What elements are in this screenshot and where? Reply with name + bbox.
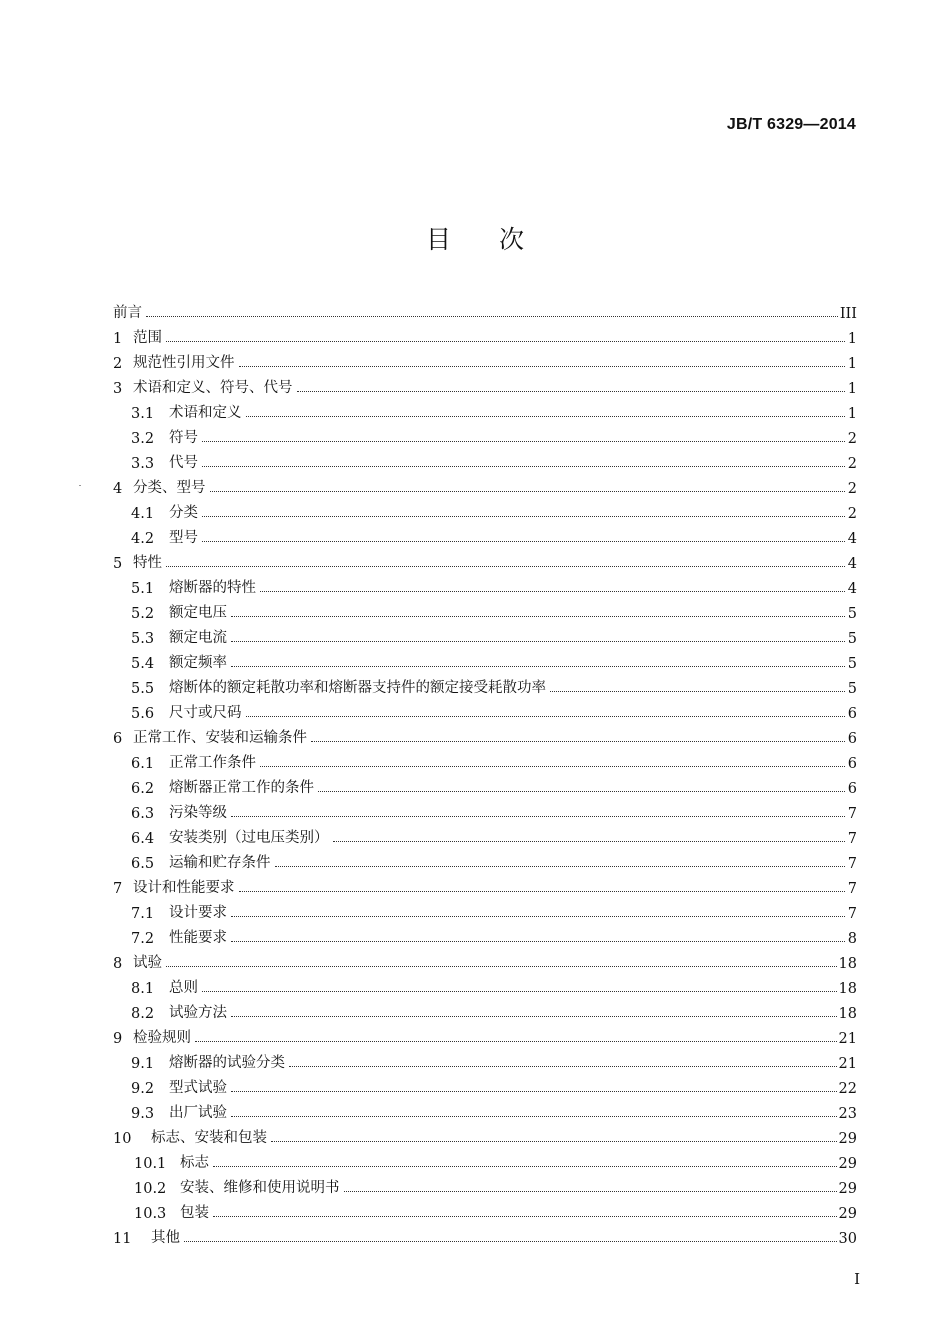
toc-entry-title: 其他 bbox=[151, 1230, 180, 1246]
toc-entry-number: 8 bbox=[113, 956, 123, 972]
toc-entry-page: 5 bbox=[847, 656, 857, 672]
toc-entry-page: 30 bbox=[838, 1231, 857, 1247]
page-number: I bbox=[854, 1270, 860, 1288]
toc-entry-number: 6.5 bbox=[131, 856, 155, 872]
toc-entry-title: 术语和定义、符号、代号 bbox=[133, 380, 293, 396]
toc-entry-number: 10.1 bbox=[134, 1156, 167, 1172]
dot-leader bbox=[271, 1141, 837, 1142]
toc-entry-number: 10.2 bbox=[134, 1181, 167, 1197]
toc-entry[interactable] bbox=[113, 1222, 857, 1247]
toc-entry-title: 安装、维修和使用说明书 bbox=[180, 1180, 340, 1196]
dot-leader bbox=[231, 616, 845, 617]
dot-leader bbox=[231, 1116, 837, 1117]
toc-entry[interactable] bbox=[113, 1172, 857, 1197]
toc-entry-title: 标志、安装和包装 bbox=[151, 1130, 267, 1146]
toc-entry-number: 7 bbox=[113, 881, 123, 897]
toc-entry[interactable] bbox=[113, 847, 857, 872]
dot-leader bbox=[344, 1191, 837, 1192]
dot-leader bbox=[311, 741, 845, 742]
toc-entry-page: 2 bbox=[847, 506, 857, 522]
toc-entry-page: 5 bbox=[847, 606, 857, 622]
toc-entry-title: 正常工作条件 bbox=[169, 755, 256, 771]
standard-code: JB/T 6329—2014 bbox=[726, 116, 856, 133]
dot-leader bbox=[297, 391, 846, 392]
toc-entry-number: 3.3 bbox=[131, 456, 155, 472]
toc-entry-page: 2 bbox=[847, 456, 857, 472]
dot-leader bbox=[239, 366, 846, 367]
toc-entry[interactable] bbox=[113, 997, 857, 1022]
toc-entry[interactable] bbox=[113, 747, 857, 772]
toc-entry-page: 6 bbox=[847, 731, 857, 747]
toc-entry[interactable] bbox=[113, 922, 857, 947]
toc-entry[interactable] bbox=[113, 672, 857, 697]
toc-entry[interactable] bbox=[113, 1097, 857, 1122]
toc-entry-number: 3.1 bbox=[131, 406, 155, 422]
toc-entry[interactable] bbox=[113, 1197, 857, 1222]
toc-entry-number: 3.2 bbox=[131, 431, 155, 447]
toc-entry-title: 代号 bbox=[169, 455, 198, 471]
toc-entry-number: 6.1 bbox=[131, 756, 155, 772]
toc-entry[interactable] bbox=[113, 972, 857, 997]
page-title: 目次 bbox=[425, 225, 572, 254]
dot-leader bbox=[166, 966, 837, 967]
toc-entry-number: 8.2 bbox=[131, 1006, 155, 1022]
toc-entry-title: 设计要求 bbox=[169, 905, 227, 921]
dot-leader bbox=[260, 766, 845, 767]
dot-leader bbox=[202, 466, 845, 467]
toc-entry[interactable] bbox=[113, 1122, 857, 1147]
dot-leader bbox=[246, 716, 846, 717]
toc-entry-page: 1 bbox=[847, 381, 857, 397]
dot-leader bbox=[231, 941, 845, 942]
toc-entry[interactable] bbox=[113, 722, 857, 747]
toc-entry-page: 4 bbox=[847, 581, 857, 597]
toc-entry[interactable] bbox=[113, 447, 857, 472]
toc-entry-page: 2 bbox=[847, 481, 857, 497]
toc-entry-page: 29 bbox=[838, 1181, 857, 1197]
toc-entry-number: 7.1 bbox=[131, 906, 155, 922]
toc-entry[interactable] bbox=[113, 897, 857, 922]
toc-entry-number: 6.2 bbox=[131, 781, 155, 797]
toc-entry[interactable] bbox=[113, 472, 857, 497]
toc-entry-number: 5.4 bbox=[131, 656, 155, 672]
dot-leader bbox=[231, 641, 845, 642]
toc-entry-title: 范围 bbox=[133, 330, 162, 346]
toc-entry-title: 正常工作、安装和运输条件 bbox=[133, 730, 307, 746]
toc-entry-title: 分类、型号 bbox=[133, 480, 206, 496]
toc-entry-title: 特性 bbox=[133, 555, 162, 571]
toc-entry[interactable] bbox=[113, 697, 857, 722]
toc-entry-page: 7 bbox=[847, 856, 857, 872]
toc-entry-number: 5.5 bbox=[131, 681, 155, 697]
dot-leader bbox=[231, 1016, 837, 1017]
toc-entry-page: 29 bbox=[838, 1131, 857, 1147]
dot-leader bbox=[202, 541, 845, 542]
toc-entry-number: 4.2 bbox=[131, 531, 155, 547]
toc-entry-page: 5 bbox=[847, 631, 857, 647]
toc-entry-number: 4 bbox=[113, 481, 123, 497]
dot-leader bbox=[146, 316, 838, 317]
dot-leader bbox=[260, 591, 845, 592]
toc-entry[interactable] bbox=[113, 297, 857, 322]
toc-entry[interactable] bbox=[113, 772, 857, 797]
toc-entry-number: 7.2 bbox=[131, 931, 155, 947]
dot-leader bbox=[202, 516, 845, 517]
toc-entry-title: 试验 bbox=[133, 955, 162, 971]
toc-entry-page: 7 bbox=[847, 806, 857, 822]
toc-entry-number: 4.1 bbox=[131, 506, 155, 522]
toc-entry-page: 7 bbox=[847, 906, 857, 922]
toc-entry[interactable] bbox=[113, 372, 857, 397]
toc-entry-page: 2 bbox=[847, 431, 857, 447]
toc-entry[interactable] bbox=[113, 947, 857, 972]
dot-leader bbox=[210, 491, 846, 492]
dot-leader bbox=[202, 991, 837, 992]
toc-entry-number: 6.3 bbox=[131, 806, 155, 822]
dot-leader bbox=[275, 866, 846, 867]
toc-entry[interactable] bbox=[113, 647, 857, 672]
toc-entry-title: 型号 bbox=[169, 530, 198, 546]
toc-entry-number: 9.1 bbox=[131, 1056, 155, 1072]
dot-leader bbox=[195, 1041, 837, 1042]
toc-entry-title: 安装类别（过电压类别） bbox=[169, 830, 329, 846]
toc-entry-title: 符号 bbox=[169, 430, 198, 446]
toc-entry-page: III bbox=[839, 306, 857, 322]
dot-leader bbox=[213, 1216, 837, 1217]
toc-entry-title: 熔断器的特性 bbox=[169, 580, 256, 596]
toc-entry[interactable] bbox=[113, 1072, 857, 1097]
toc-entry-page: 8 bbox=[847, 931, 857, 947]
toc-entry-title: 出厂试验 bbox=[169, 1105, 227, 1121]
toc-entry-number: 11 bbox=[113, 1231, 132, 1247]
toc-entry-title: 额定电流 bbox=[169, 630, 227, 646]
toc-entry-title: 分类 bbox=[169, 505, 198, 521]
toc-entry[interactable] bbox=[113, 422, 857, 447]
toc-entry-title: 额定频率 bbox=[169, 655, 227, 671]
toc-entry-page: 1 bbox=[847, 331, 857, 347]
dot-leader bbox=[213, 1166, 837, 1167]
toc-entry-title: 运输和贮存条件 bbox=[169, 855, 271, 871]
dot-leader bbox=[550, 691, 845, 692]
toc-entry[interactable] bbox=[113, 822, 857, 847]
toc-entry-title: 标志 bbox=[180, 1155, 209, 1171]
dot-leader bbox=[166, 341, 845, 342]
toc-entry[interactable] bbox=[113, 797, 857, 822]
dot-leader bbox=[231, 666, 845, 667]
toc-entry-page: 29 bbox=[838, 1156, 857, 1172]
toc-entry-number: 6.4 bbox=[131, 831, 155, 847]
scan-mark bbox=[79, 485, 81, 486]
dot-leader bbox=[231, 1091, 837, 1092]
dot-leader bbox=[246, 416, 846, 417]
toc-entry-page: 6 bbox=[847, 781, 857, 797]
toc-entry[interactable] bbox=[113, 622, 857, 647]
dot-leader bbox=[289, 1066, 837, 1067]
toc-entry-page: 5 bbox=[847, 681, 857, 697]
dot-leader bbox=[202, 441, 845, 442]
toc-entry-title: 尺寸或尺码 bbox=[169, 705, 242, 721]
toc-entry-page: 21 bbox=[838, 1031, 857, 1047]
toc-entry-page: 1 bbox=[847, 356, 857, 372]
toc-entry-title: 熔断器的试验分类 bbox=[169, 1055, 285, 1071]
toc-entry-title: 前言 bbox=[113, 305, 142, 321]
toc-entry-number: 6 bbox=[113, 731, 123, 747]
toc-entry-page: 6 bbox=[847, 756, 857, 772]
toc-entry[interactable] bbox=[113, 347, 857, 372]
toc-entry-title: 术语和定义 bbox=[169, 405, 242, 421]
toc-entry-title: 试验方法 bbox=[169, 1005, 227, 1021]
toc-entry-number: 9.2 bbox=[131, 1081, 155, 1097]
toc-entry-number: 8.1 bbox=[131, 981, 155, 997]
toc-entry-page: 22 bbox=[838, 1081, 857, 1097]
toc-entry-number: 5.3 bbox=[131, 631, 155, 647]
toc-entry[interactable] bbox=[113, 1147, 857, 1172]
dot-leader bbox=[231, 816, 845, 817]
toc-entry-page: 23 bbox=[838, 1106, 857, 1122]
toc-entry-page: 4 bbox=[847, 556, 857, 572]
toc-entry[interactable] bbox=[113, 1047, 857, 1072]
toc-entry[interactable] bbox=[113, 322, 857, 347]
toc-entry[interactable] bbox=[113, 572, 857, 597]
toc-entry-number: 2 bbox=[113, 356, 123, 372]
toc-entry-page: 4 bbox=[847, 531, 857, 547]
toc-entry-number: 10.3 bbox=[134, 1206, 167, 1222]
toc-entry-number: 9.3 bbox=[131, 1106, 155, 1122]
dot-leader bbox=[184, 1241, 837, 1242]
toc-entry-title: 污染等级 bbox=[169, 805, 227, 821]
toc-entry-number: 9 bbox=[113, 1031, 123, 1047]
toc-entry-number: 5.1 bbox=[131, 581, 155, 597]
toc-entry-title: 性能要求 bbox=[169, 930, 227, 946]
toc-entry-title: 总则 bbox=[169, 980, 198, 996]
dot-leader bbox=[239, 891, 846, 892]
toc-entry[interactable] bbox=[113, 597, 857, 622]
toc-entry-page: 6 bbox=[847, 706, 857, 722]
toc-entry-page: 1 bbox=[847, 406, 857, 422]
dot-leader bbox=[231, 916, 845, 917]
toc-entry-page: 7 bbox=[847, 831, 857, 847]
toc-entry-title: 熔断体的额定耗散功率和熔断器支持件的额定接受耗散功率 bbox=[169, 680, 546, 696]
toc-entry-title: 检验规则 bbox=[133, 1030, 191, 1046]
toc-entry-page: 21 bbox=[838, 1056, 857, 1072]
dot-leader bbox=[166, 566, 845, 567]
toc-entry-title: 额定电压 bbox=[169, 605, 227, 621]
toc-entry-number: 3 bbox=[113, 381, 123, 397]
toc-entry[interactable] bbox=[113, 1022, 857, 1047]
toc-entry-number: 5.6 bbox=[131, 706, 155, 722]
toc-entry[interactable] bbox=[113, 522, 857, 547]
toc-entry[interactable] bbox=[113, 547, 857, 572]
toc-entry-title: 规范性引用文件 bbox=[133, 355, 235, 371]
toc-entry-number: 10 bbox=[113, 1131, 132, 1147]
toc-entry[interactable] bbox=[113, 872, 857, 897]
toc-entry-page: 18 bbox=[838, 956, 857, 972]
toc-entry-title: 设计和性能要求 bbox=[133, 880, 235, 896]
table-of-contents bbox=[113, 297, 857, 1247]
toc-entry-title: 型式试验 bbox=[169, 1080, 227, 1096]
toc-entry-title: 包装 bbox=[180, 1205, 209, 1221]
toc-entry-number: 5.2 bbox=[131, 606, 155, 622]
toc-entry-number: 5 bbox=[113, 556, 123, 572]
toc-entry-page: 18 bbox=[838, 981, 857, 997]
toc-entry-page: 29 bbox=[838, 1206, 857, 1222]
toc-entry[interactable] bbox=[113, 497, 857, 522]
toc-entry-title: 熔断器正常工作的条件 bbox=[169, 780, 314, 796]
toc-entry-page: 7 bbox=[847, 881, 857, 897]
toc-entry-number: 1 bbox=[113, 331, 123, 347]
toc-entry[interactable] bbox=[113, 397, 857, 422]
toc-entry-page: 18 bbox=[838, 1006, 857, 1022]
dot-leader bbox=[333, 841, 846, 842]
dot-leader bbox=[318, 791, 845, 792]
